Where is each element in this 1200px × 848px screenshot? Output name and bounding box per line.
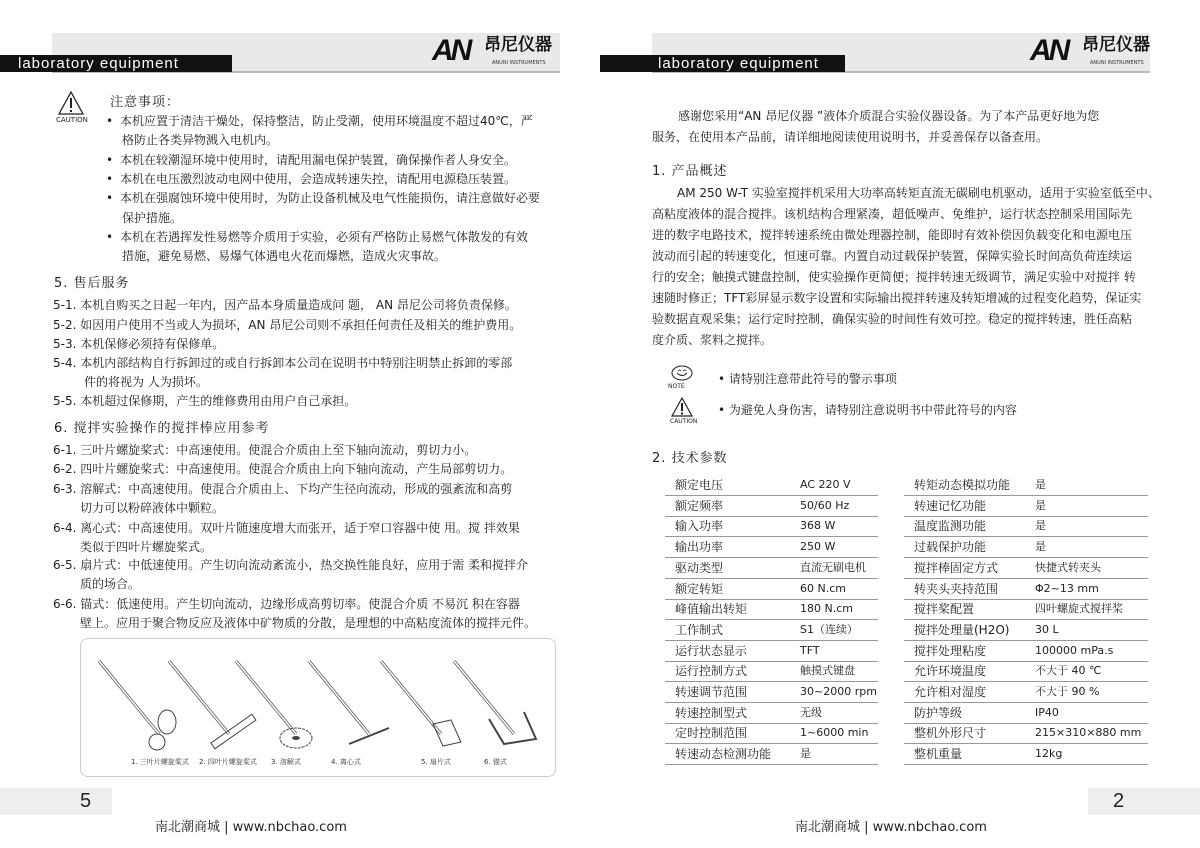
note-text: • 请特别注意带此符号的警示事项 <box>718 372 897 386</box>
header-label-left: laboratory equipment <box>0 55 232 72</box>
spec-value: 是 <box>1035 519 1046 533</box>
impeller-drawings <box>81 639 555 776</box>
spec-value: Φ2~13 mm <box>1035 581 1099 595</box>
section5-item: 5-3. 本机保修必须持有保修单。 <box>53 337 225 351</box>
spec-value: 30~2000 rpm <box>800 685 877 698</box>
impeller-caption: 2. 四叶片螺旋桨式 <box>199 758 257 766</box>
spec-label: 整机重量 <box>914 747 963 762</box>
notice-line: 措施，避免易燃、易爆气体遇电火花而爆燃，造成火灾事故。 <box>122 249 447 264</box>
page-number-left <box>0 788 112 815</box>
notice-title: 注意事项： <box>110 95 181 110</box>
overview-line: 行的安全；触摸式键盘控制，使实验操作更简便；搅拌转速无级调节，满足实验中对搅拌 转 <box>652 270 1136 284</box>
note-text-content: 请特别注意带此符号的警示事项 <box>728 372 897 386</box>
section2-title: 2. 技术参数 <box>652 451 728 466</box>
spec-label: 定时控制范围 <box>675 726 748 741</box>
table-row-divider <box>904 681 1148 682</box>
spec-value: S1（连续） <box>800 622 858 636</box>
section6-item: 6-6. 锚式：低速使用。产生切向流动，边缘形成高剪切率。使混合介质 不易沉 积在容器 <box>53 597 520 611</box>
footer-left: 南北潮商城 | www.nbchao.com <box>155 820 347 835</box>
table-row-divider <box>904 557 1148 558</box>
table-row-divider <box>904 702 1148 703</box>
logo-en: ANUNI INSTRUMENTS <box>492 60 546 66</box>
section6-title: 6. 搅拌实验操作的搅拌棒应用参考 <box>54 421 270 436</box>
spec-value: 四叶螺旋式搅拌桨 <box>1035 602 1123 616</box>
notice-line: 本机在若遇挥发性易燃等介质用于实验，必须有严格防止易燃气体散发的有效 <box>120 229 529 244</box>
spec-label: 防护等级 <box>914 705 963 720</box>
spec-value: 不大于 40 ℃ <box>1035 664 1102 678</box>
table-row-divider <box>665 702 878 703</box>
spec-label: 转矩动态模拟功能 <box>914 478 1011 492</box>
spec-value: 50/60 Hz <box>800 498 850 512</box>
spec-value: 不大于 90 % <box>1035 685 1100 698</box>
page-number: 2 <box>1113 790 1125 812</box>
spec-value: 无级 <box>800 705 822 719</box>
spec-value: 是 <box>1035 540 1046 554</box>
spec-label: 输出功率 <box>675 540 724 555</box>
overview-line: 高粘度液体的混合搅拌。该机结构合理紧凑，超低噪声、免维护，运行状态控制采用国际先 <box>652 207 1133 221</box>
table-row-divider <box>665 681 878 682</box>
table-row-divider <box>665 640 878 641</box>
impeller-caption: 4. 离心式 <box>331 758 361 766</box>
impeller-caption: 6. 锚式 <box>484 758 507 766</box>
spec-label: 搅拌桨配置 <box>914 602 975 617</box>
spec-label: 允许环境温度 <box>914 664 987 679</box>
section5-item: 5-1. 本机自购买之日起一年内，因产品本身质量造成问 题， AN 昂尼公司将负责保修。 <box>53 298 517 312</box>
brand-logo-left <box>432 36 557 68</box>
section5-item: 5-5. 本机超过保修期，产生的维修费用由用户自己承担。 <box>53 394 357 408</box>
table-row-divider <box>904 640 1148 641</box>
section6-item: 6-1. 三叶片螺旋桨式：中高速使用。使混合介质由上至下轴向流动，剪切力小。 <box>53 443 477 457</box>
table-row-divider <box>904 619 1148 620</box>
section6-item: 壁上。应用于聚合物反应及液体中矿物质的分散，是理想的中高粘度流体的搅拌元件。 <box>80 616 537 630</box>
impeller-5 <box>381 661 461 766</box>
impeller-illustration-box <box>80 638 556 777</box>
spec-label: 工作制式 <box>675 622 724 637</box>
bullet: • <box>106 229 114 244</box>
table-row-divider <box>904 516 1148 517</box>
logo-an: AN <box>432 34 470 67</box>
spec-value: 60 N.cm <box>800 581 846 595</box>
table-row-divider <box>904 764 1148 765</box>
spec-label: 搅拌棒固定方式 <box>914 560 999 575</box>
impeller-caption: 3. 溶解式 <box>271 758 301 766</box>
overview-line: 进的数字电路技术，搅拌转速系统由微处理器控制，能即时有效补偿因负载变化和电源电压 <box>652 228 1133 242</box>
spec-label: 额定电压 <box>675 478 724 492</box>
spec-value: 直流无刷电机 <box>800 560 866 574</box>
spec-label: 转速调节范围 <box>675 685 748 699</box>
spec-value: 是 <box>1035 478 1046 491</box>
overview-line: 度介质、浆料之搅拌。 <box>652 333 773 347</box>
intro-line: 服务，在使用本产品前，请详细地阅读使用说明书，并妥善保存以备查用。 <box>652 130 1049 144</box>
spec-value: 180 N.cm <box>800 602 853 616</box>
table-row-divider <box>904 661 1148 662</box>
section6-item: 6-2. 四叶片螺旋桨式：中高速使用。使混合介质由上向下轴向流动，产生局部剪切力。 <box>53 462 513 476</box>
impeller-caption: 5. 扇片式 <box>421 758 451 766</box>
section6-item: 6-4. 离心式：中高速使用。双叶片随速度增大而张开，适于窄口容器中使 用。搅 拌效果 <box>53 521 520 535</box>
notice-line: 本机在电压激烈波动电网中使用，会造成转速失控，请配用电源稳压装置。 <box>120 171 517 186</box>
logo-cn: 昂尼仪器 <box>484 35 552 55</box>
section5-title: 5. 售后服务 <box>54 276 130 291</box>
spec-value: 12kg <box>1035 747 1063 761</box>
table-row-divider <box>665 661 878 662</box>
spec-value: IP40 <box>1035 705 1059 719</box>
spec-label: 温度监测功能 <box>914 519 987 534</box>
table-row-divider <box>665 516 878 517</box>
note-label: NOTE <box>668 383 685 390</box>
notice-line: 格防止各类异物溅入电机内。 <box>122 133 279 148</box>
header-label-right: laboratory equipment <box>600 55 845 72</box>
section6-item: 6-5. 扇片式：中低速使用。产生切向流动紊流小，热交换性能良好，应用于需 柔和搅拌介 <box>53 558 529 572</box>
spec-label: 搅拌处理粘度 <box>914 643 987 658</box>
spec-value: AC 220 V <box>800 478 851 491</box>
impeller-6 <box>454 661 536 766</box>
table-row-divider <box>904 743 1148 744</box>
table-row-divider <box>665 536 878 537</box>
footer-right: 南北潮商城 | www.nbchao.com <box>795 820 987 835</box>
spec-value: 250 W <box>800 540 836 554</box>
overview-line: 验数据直观采集；运行定时控制，确保实验的时间性有效可控。稳定的搅拌转速，胜任高粘 <box>652 312 1133 326</box>
table-row-divider <box>665 723 878 724</box>
spec-label: 运行控制方式 <box>675 664 748 679</box>
spec-value: 215×310×880 mm <box>1035 726 1142 740</box>
spec-label: 转速动态检测功能 <box>675 747 772 762</box>
table-row-divider <box>665 619 878 620</box>
impeller-1 <box>99 661 189 766</box>
notice-line: 保护措施。 <box>122 210 183 225</box>
spec-value: 100000 mPa.s <box>1035 643 1114 657</box>
bullet: • <box>106 114 114 128</box>
spec-value: 触摸式键盘 <box>800 664 855 678</box>
overview-line: 波动而引起的转速变化，恒速可靠。内置自动过载保护装置，保障实验长时间高负荷连续运 <box>652 249 1133 263</box>
bullet: • <box>106 191 114 206</box>
spec-label: 允许相对湿度 <box>914 685 987 699</box>
impeller-caption: 1. 三叶片螺旋桨式 <box>131 758 189 766</box>
table-row-divider <box>665 764 878 765</box>
bullet: • <box>106 152 114 167</box>
spec-label: 运行状态显示 <box>675 643 748 658</box>
impeller-2 <box>169 661 257 766</box>
bullet: • <box>106 171 114 186</box>
spec-label: 驱动类型 <box>675 560 724 575</box>
table-row-divider <box>904 495 1148 496</box>
spec-label: 转速控制型式 <box>675 705 748 720</box>
overview-line: 速随时修正；TFT彩屏显示数字设置和实际输出搅拌转速及转矩增减的过程变化趋势，保证实 <box>652 291 1142 305</box>
spec-value: 30 L <box>1035 622 1059 636</box>
caution-label: CAUTION <box>56 116 88 124</box>
spec-value: 1~6000 min <box>800 726 869 740</box>
logo-cn: 昂尼仪器 <box>1082 35 1150 55</box>
table-row-divider <box>665 599 878 600</box>
section5-item: 5-4. 本机内部结构自行拆卸过的或自行拆卸本公司在说明书中特别注明禁止拆卸的零部 <box>53 356 513 370</box>
spec-label: 整机外形尺寸 <box>914 726 987 741</box>
caution-label: CAUTION <box>670 418 698 425</box>
section6-item: 6-3. 溶解式：中高速使用。使混合介质由上、下均产生径向流动，形成的强紊流和高剪 <box>53 482 513 496</box>
table-row-divider <box>904 723 1148 724</box>
table-row-divider <box>665 495 878 496</box>
caution-icon <box>671 397 693 417</box>
table-row-divider <box>665 743 878 744</box>
section6-item: 类似于四叶片螺旋桨式。 <box>80 540 213 554</box>
spec-label: 额定转矩 <box>675 581 724 596</box>
section5-item: 5-2. 如因用户使用不当或人为损坏，AN 昂尼公司则不承担任何责任及相关的维护费用。 <box>53 318 522 332</box>
notice-line: 本机在较潮湿环境中使用时，请配用漏电保护装置，确保操作者人身安全。 <box>120 152 517 167</box>
spec-label: 额定频率 <box>675 498 724 513</box>
spec-label: 过载保护功能 <box>914 540 987 555</box>
notice-line: 本机在强腐蚀环境中使用时，为防止设备机械及电气性能损伤，请注意做好必要 <box>120 191 541 206</box>
page-number: 5 <box>80 790 92 812</box>
spec-label: 转夹头夹持范围 <box>914 581 999 596</box>
section6-item: 质的场合。 <box>80 577 141 591</box>
note-smiley-icon <box>670 364 694 382</box>
spec-value: 368 W <box>800 519 836 533</box>
page-number-right <box>1088 788 1200 815</box>
section1-title: 1. 产品概述 <box>652 164 728 179</box>
section6-item: 切力可以粉碎液体中颗粒。 <box>80 501 225 515</box>
table-row-divider <box>665 557 878 558</box>
caution-text: • 为避免人身伤害，请特别注意说明书中带此符号的内容 <box>718 403 1017 417</box>
spec-label: 搅拌处理量(H2O) <box>914 622 1010 637</box>
notice-line: 本机应置于清洁干燥处，保持整洁，防止受潮，使用环境温度不超过40℃，严 <box>120 114 533 128</box>
logo-an: AN <box>1030 34 1068 67</box>
table-row-divider <box>904 536 1148 537</box>
table-row-divider <box>904 578 1148 579</box>
intro-line: 感谢您采用“AN 昂尼仪器 ”液体介质混合实验仪器设备。为了本产品更好地为您 <box>678 109 1100 123</box>
spec-label: 输入功率 <box>675 519 724 534</box>
impeller-4 <box>309 661 389 766</box>
overview-line: AM 250 W-T 实验室搅拌机采用大功率高转矩直流无碳刷电机驱动，适用于实验室低至中、 <box>677 186 1160 200</box>
brand-logo-right <box>1030 36 1155 68</box>
table-row-divider <box>665 578 878 579</box>
caution-icon <box>58 91 84 115</box>
impeller-3 <box>236 661 312 766</box>
spec-value: 是 <box>800 747 811 761</box>
spec-label: 转速记忆功能 <box>914 498 987 513</box>
spec-value: 快捷式转夹头 <box>1035 560 1101 574</box>
caution-text-content: 为避免人身伤害，请特别注意说明书中带此符号的内容 <box>728 403 1017 417</box>
table-row-divider <box>904 599 1148 600</box>
section5-item: 件的将视为 人为损坏。 <box>84 375 208 389</box>
logo-en: ANUNI INSTRUMENTS <box>1090 60 1144 66</box>
spec-value: TFT <box>800 643 820 657</box>
spec-label: 峰值输出转矩 <box>675 602 748 617</box>
spec-value: 是 <box>1035 498 1046 512</box>
